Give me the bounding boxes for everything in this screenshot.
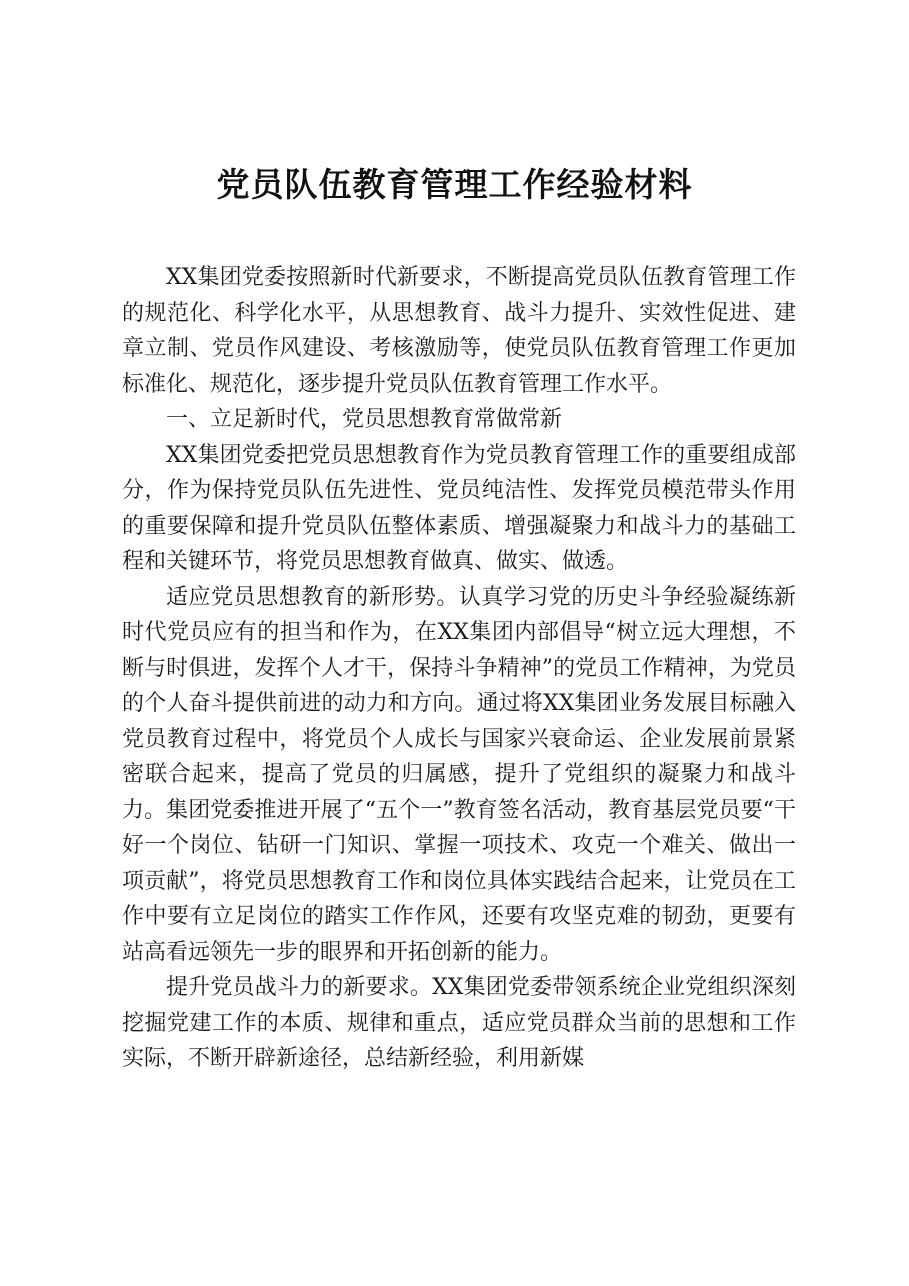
- section-heading-1: 一、立足新时代，党员思想教育常做常新: [166, 407, 563, 432]
- paragraph-improve: 提升党员战斗力的新要求。XX集团党委带领系统企业党组织深刻挖掘党建工作的本质、规律和重点，适应党员群众当前的思想和工作实际，不断开辟新途径，总结新经验，利用新媒: [122, 975, 796, 1071]
- paragraph-adapt: 适应党员思想教育的新形势。认真学习党的历史斗争经验凝练新时代党员应有的担当和作为，在XX集团内部倡导“树立远大理想，不断与时俱进，发挥个人才干，保持斗争精神”的党员工作精神，为党员的个人奋斗提供前进的动力和方向。通过将XX集团业务发展目标融入党员教育过程中，将党员个人成长与国家兴衰命运、企业发展前景紧密联合起来，提高了党员的归属感，提升了党组织的凝聚力和战斗力。集团党委推进开展了“五个一”教育签名活动，教育基层党员要“干好一个岗位、钻研一门知识、掌握一项技术、攻克一个难关、做出一项贡献”，将党员思想教育工作和岗位具体实践结合起来，让党员在工作中要有立足岗位的踏实工作作风，还要有攻坚克难的韧劲，更要有站高看远领先一步的眼界和开拓创新的能力。: [122, 584, 796, 965]
- document-title: 党员队伍教育管理工作经验材料: [216, 165, 693, 204]
- paragraph-section-1: XX集团党委把党员思想教育作为党员教育管理工作的重要组成部分，作为保持党员队伍先进性、党员纯洁性、发挥党员模范带头作用的重要保障和提升党员队伍整体素质、增强凝聚力和战斗力的基础工程和关键环节，将党员思想教育做真、做实、做透。: [122, 442, 796, 574]
- document-body: [122, 260, 796, 1077]
- paragraph-intro: XX集团党委按照新时代新要求，不断提高党员队伍教育管理工作的规范化、科学化水平，从思想教育、战斗力提升、实效性促进、建章立制、党员作风建设、考核激励等，使党员队伍教育管理工作更加标准化、规范化，逐步提升党员队伍教育管理工作水平。: [122, 265, 796, 397]
